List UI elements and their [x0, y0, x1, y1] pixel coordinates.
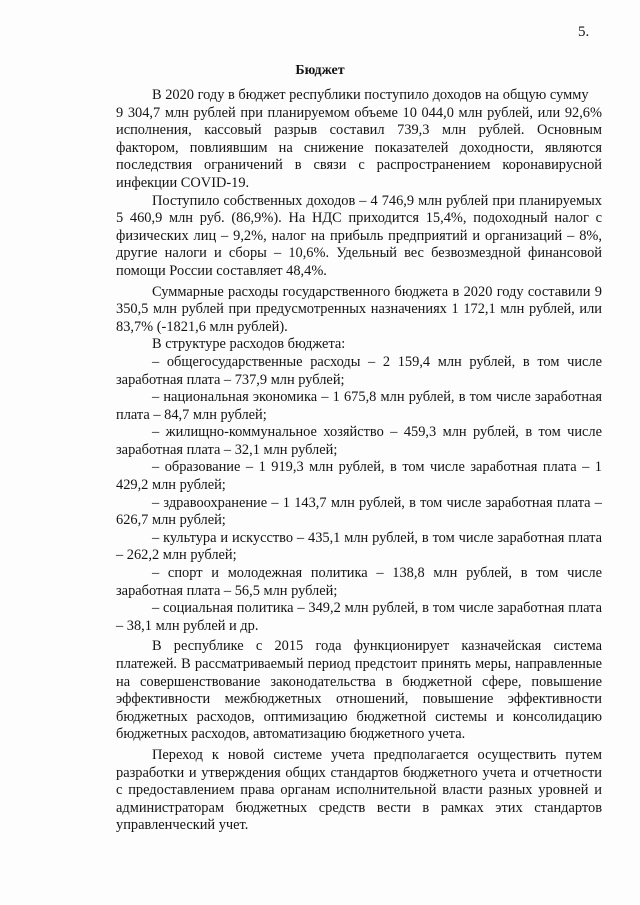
paragraph-revenue-intro: В 2020 году в бюджет республики поступило доходов на общую сумму	[152, 87, 589, 103]
paragraph-revenue: 9 304,7 млн рублей при планируемом объеме 10 044,0 млн рублей, или 92,6% исполнения, кассовый разрыв составил 739,3 млн рублей. Основным фактором, повлиявшим на снижение показателей доходности, являются последствия ограничений в связи с распространением коронавирусной инфекции COVID-19.	[116, 104, 602, 191]
list-item: – культура и искусство – 435,1 млн рублей, в том числе заработная плата – 262,2 млн рублей;	[116, 529, 602, 564]
paragraph-structure-intro: В структуре расходов бюджета:	[152, 336, 346, 353]
list-item: – национальная экономика – 1 675,8 млн рублей, в том числе заработная плата – 84,7 млн рублей;	[116, 389, 602, 423]
list-item: – социальная политика – 349,2 млн рублей, в том числе заработная плата – 38,1 млн рублей и др.	[116, 600, 602, 634]
paragraph-own-revenue: Поступило собственных доходов – 4 746,9 млн рублей при планируемых 5 460,9 млн руб. (86,9%). На НДС приходится 15,4%, подоходный налог с физических лиц – 9,2%, налог на прибыль предприятий и организаций – 8%, другие налоги и сборы – 10,6%. Удельный вес безвозмездной финансовой помощи России составляет 48,4%.	[116, 192, 602, 279]
list-item: – спорт и молодежная политика – 138,8 млн рублей, в том числе заработная плата – 56,5 млн рублей;	[116, 565, 602, 599]
section-heading: Бюджет	[295, 63, 345, 78]
paragraph-expenditures: Суммарные расходы государственного бюджета в 2020 году составили 9 350,5 млн рублей при предусмотренных назначениях 1 172,1 млн рублей, или 83,7% (-1821,6 млн рублей).	[116, 283, 602, 335]
paragraph-accounting: Переход к новой системе учета предполагается осуществить путем разработки и утверждения общих стандартов бюджетного учета и отчетности с предоставлением права органам исполнительной власти разных уровней и администраторам бюджетных средств вести в рамках этих стандартов управленческий учет.	[116, 746, 602, 834]
page-number: 5.	[578, 24, 590, 40]
body-text	[116, 87, 602, 835]
list-item: – здравоохранение – 1 143,7 млн рублей, в том числе заработная плата – 626,7 млн рублей;	[116, 494, 602, 529]
paragraph-treasury: В республике с 2015 года функционирует казначейская система платежей. В рассматриваемый период предстоит принять меры, направленные на совершенствование законодательства в бюджетной сфере, повышение эффективности межбюджетных отношений, повышение эффективности бюджетных расходов, оптимизацию бюджетной системы и консолидацию бюджетных расходов, автоматизацию бюджетного учета.	[116, 638, 602, 743]
list-item: – жилищно-коммунальное хозяйство – 459,3 млн рублей, в том числе заработная плата – 32,1 млн рублей;	[116, 424, 602, 458]
list-item: – общегосударственные расходы – 2 159,4 млн рублей, в том числе заработная плата – 737,9 млн рублей;	[116, 353, 602, 388]
list-item: – образование – 1 919,3 млн рублей, в том числе заработная плата – 1 429,2 млн рублей;	[116, 459, 602, 494]
